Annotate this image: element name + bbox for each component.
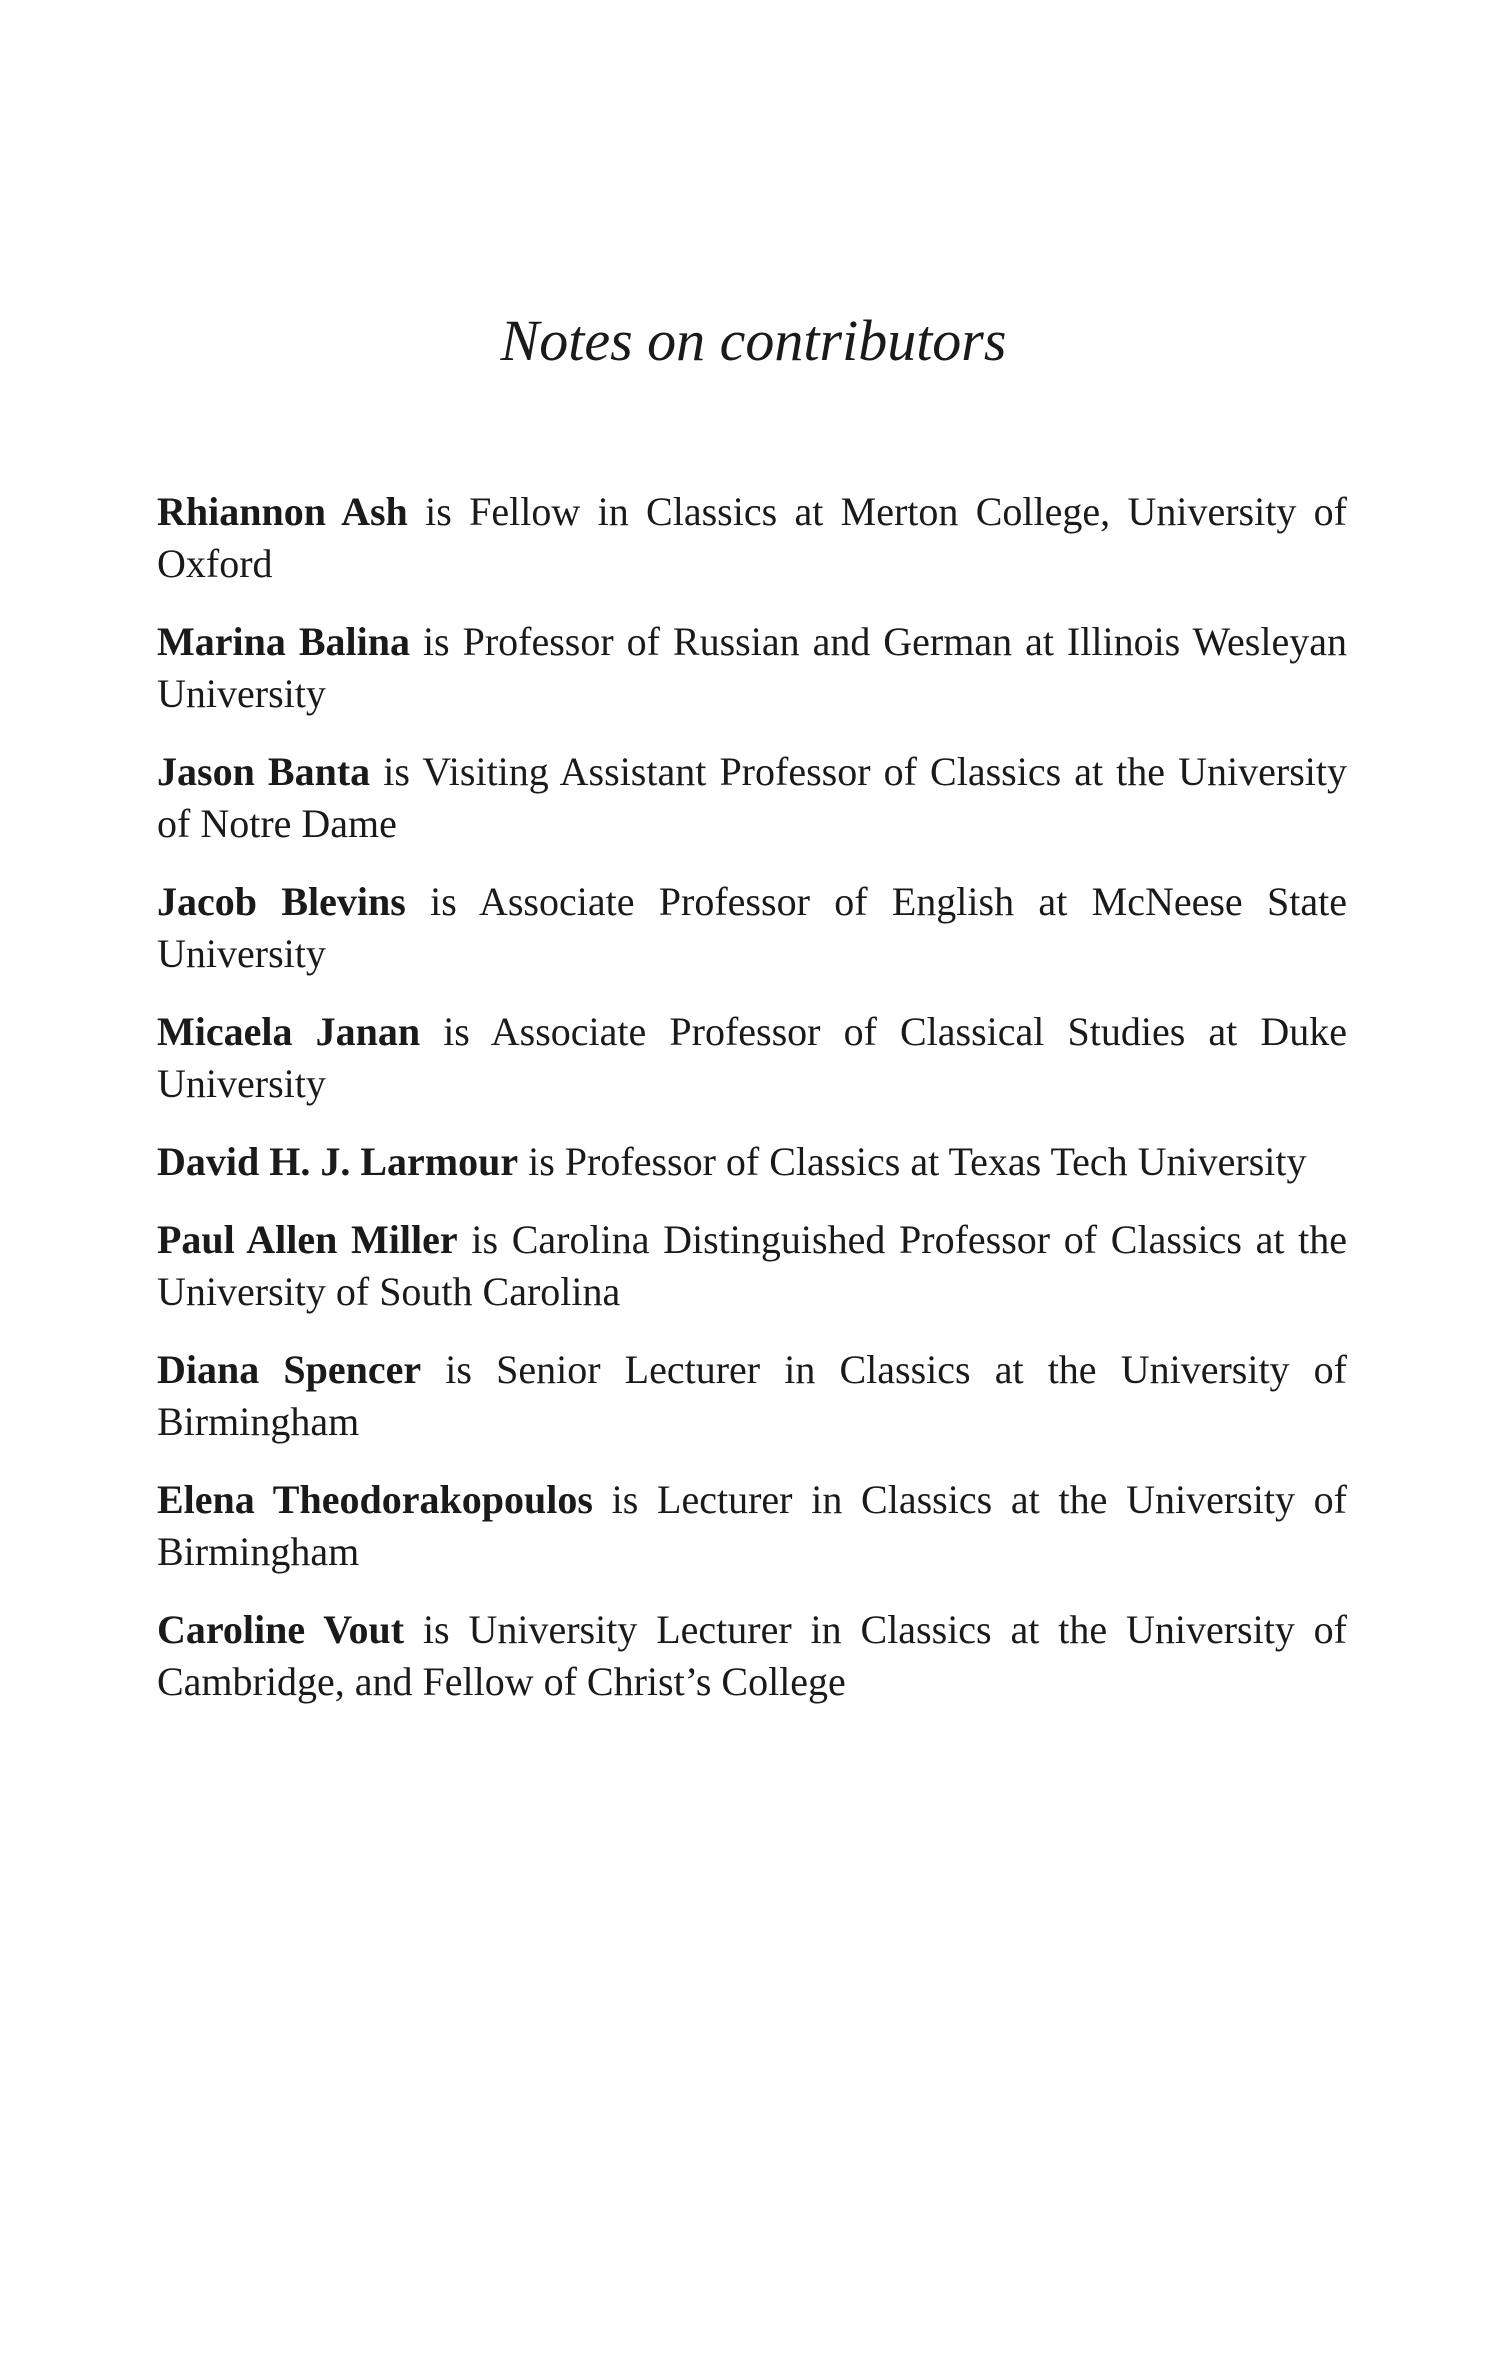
contributor-entry (157, 616, 1347, 720)
contributor-name: Marina Balina (157, 619, 410, 664)
contributor-description: is Professor of Classics at Texas Tech University (518, 1139, 1307, 1184)
contributor-list (157, 486, 1347, 1734)
contributor-name: Micaela Janan (157, 1009, 421, 1054)
contributor-name: Elena Theodorakopoulos (157, 1477, 593, 1522)
contributor-name: Paul Allen Miller (157, 1217, 458, 1262)
contributor-description: is Associate Professor of Classical Studies at Duke University (157, 1009, 1348, 1106)
contributor-entry (157, 1214, 1347, 1318)
contributor-entry (157, 876, 1347, 980)
contributor-description: is Professor of Russian and German at Illinois Wesleyan University (157, 619, 1347, 716)
contributor-entry (157, 1006, 1347, 1110)
page-title: Notes on contributors (500, 308, 1007, 373)
contributor-entry (157, 1344, 1347, 1448)
contributor-description: is Associate Professor of English at McNeese State University (157, 879, 1347, 976)
contributor-entry (157, 486, 1347, 590)
contributor-name: Diana Spencer (157, 1347, 422, 1392)
contributor-name: Jacob Blevins (157, 879, 406, 924)
contributor-description: is Fellow in Classics at Merton College, University of Oxford (157, 489, 1347, 586)
contributor-description: is Lecturer in Classics at the University of Birmingham (157, 1477, 1348, 1574)
contributor-description: is Visiting Assistant Professor of Classics at the University of Notre Dame (157, 749, 1348, 846)
contributor-description: is University Lecturer in Classics at the University of Cambridge, and Fellow of Christ’s College (157, 1607, 1347, 1704)
contributor-description: is Senior Lecturer in Classics at the University of Birmingham (157, 1347, 1348, 1444)
contributor-entry (157, 746, 1347, 850)
contributor-name: Caroline Vout (157, 1607, 405, 1652)
contributor-name: Rhiannon Ash (157, 489, 408, 534)
contributor-name: David H. J. Larmour (157, 1139, 519, 1184)
contributor-entry (157, 1136, 1347, 1188)
contributor-name: Jason Banta (157, 749, 371, 794)
contributor-description: is Carolina Distinguished Professor of Classics at the University of South Carolina (157, 1217, 1347, 1314)
contributor-entry (157, 1604, 1347, 1708)
contributor-entry (157, 1474, 1347, 1578)
